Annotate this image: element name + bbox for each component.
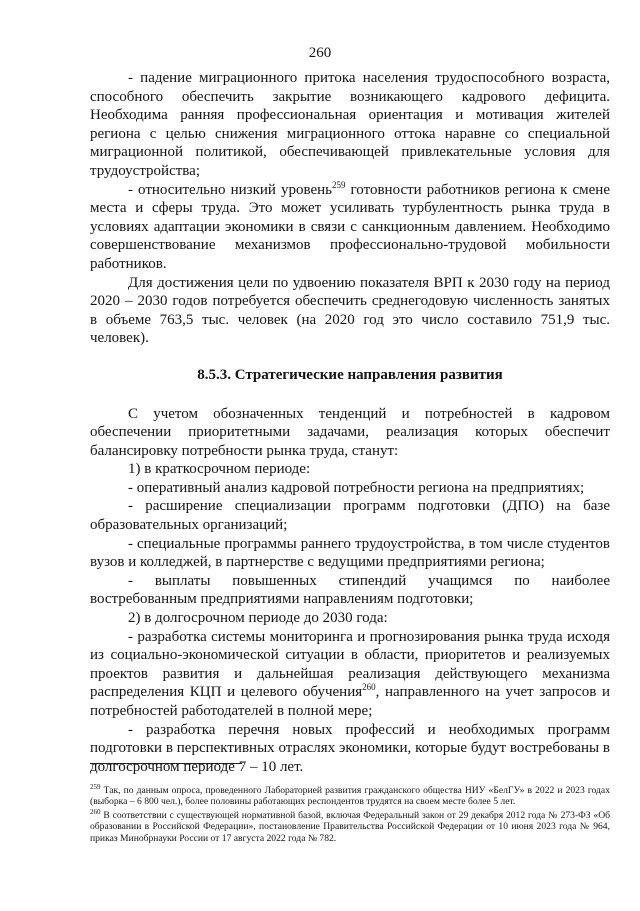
footnote-260 bbox=[90, 807, 610, 844]
list-item-training-programs: - расширение специализации программ подготовки (ДПО) на базе образовательных организаций; bbox=[90, 498, 610, 534]
list-item-early-employment: - специальные программы раннего трудоустройства, в том числе студентов вузов и колледжей, в партнерстве с ведущими предприятиями региона; bbox=[90, 535, 610, 571]
list-heading-long-term: 2) в долгосрочном периоде до 2030 года: bbox=[128, 610, 388, 627]
list-item-monitoring-system bbox=[90, 628, 610, 721]
paragraph-migration-decline: - падение миграционного притока населения трудоспособного возраста, способного обеспечить закрытие возникающего кадрового дефицита. Необходима ранняя профессиональная ориентация и мотивация жителей региона с целью снижения миграционного оттока наравне со специальной миграционной политикой, обеспечивающей привлекательные условия для трудоустройства; bbox=[90, 70, 610, 179]
section-heading: 8.5.3. Стратегические направления развития bbox=[197, 366, 503, 383]
footnote-mark: 260 bbox=[90, 807, 101, 816]
footnote-mark: 259 bbox=[90, 783, 101, 791]
paragraph-grp-goal: Для достижения цели по удвоению показателя ВРП к 2030 году на период 2020 – 2030 годов потребуется обеспечить среднегодовую численность занятых в объеме 763,5 тыс. человек (на 2020 год это число составило 751,9 тыс. человек). bbox=[90, 274, 610, 347]
list-heading-short-term: 1) в краткосрочном периоде: bbox=[128, 461, 311, 478]
list-item-monitoring-system-rest: , направленного на учет запросов и потребностей работодателей в полной мере; bbox=[90, 684, 610, 719]
footnotes bbox=[90, 785, 610, 846]
footnote-259 bbox=[90, 785, 610, 808]
list-item-staffing-analysis: - оперативный анализ кадровой потребности региона на предприятиях; bbox=[128, 479, 585, 496]
list-item-scholarships: - выплаты повышенных стипендий учащимся по наиболее востребованным предприятиями направлениям подготовки; bbox=[90, 572, 610, 608]
paragraph-low-readiness bbox=[90, 181, 610, 274]
list-item-monitoring-system-start: - разработка системы мониторинга и прогнозирования рынка труда исходя из социально-экономической ситуации в области, приоритетов и реализуемых проектов развития и дальнейшая реализация действующего механизма распределения КЦП и целевого обучения bbox=[90, 628, 610, 701]
footnote-text: В соответствии с существующей нормативной базой, включая Федеральный закон от 29 декабря 2012 года № 273-ФЗ «Об образовании в Российской Федерации», постановление Правительства Российской Федерации от 10 июня 2023 года № 964, приказ Минобрнауки России от 17 августа 2022 года № 782. bbox=[90, 809, 610, 844]
footnote-ref-260[interactable]: 260 bbox=[362, 682, 376, 693]
paragraph-low-readiness-start: - относительно низкий уровень bbox=[128, 181, 332, 198]
footnote-text: Так, по данным опроса, проведенного Лабораторией развития гражданского общества НИУ «БелГУ» в 2022 и 2023 годах (выборка – 6 800 чел.), более половины работающих респондентов трудятся на своем месте более 5 лет. bbox=[90, 785, 610, 808]
page-number: 260 bbox=[308, 45, 332, 61]
list-item-new-professions: - разработка перечня новых профессий и необходимых программ подготовки в перспективных отраслях экономики, которые будут востребованы в долгосрочном периоде 7 – 10 лет. bbox=[90, 721, 610, 775]
body-text bbox=[90, 69, 610, 776]
footnote-ref-259[interactable]: 259 bbox=[331, 179, 346, 190]
paragraph-priorities-intro: С учетом обозначенных тенденций и потребностей в кадровом обеспечении приоритетными задачами, реализация которых обеспечит балансировку потребности рынка труда, станут: bbox=[90, 405, 610, 459]
footnote-divider bbox=[90, 763, 242, 764]
paragraph-low-readiness-rest: готовности работников региона к смене места и сферы труда. Это может усиливать турбулентность рынка труда в условиях адаптации экономики в связи с санкционным давлением. Необходимо совершенствование механизмов профессионально-трудовой мобильности работников. bbox=[90, 181, 610, 272]
